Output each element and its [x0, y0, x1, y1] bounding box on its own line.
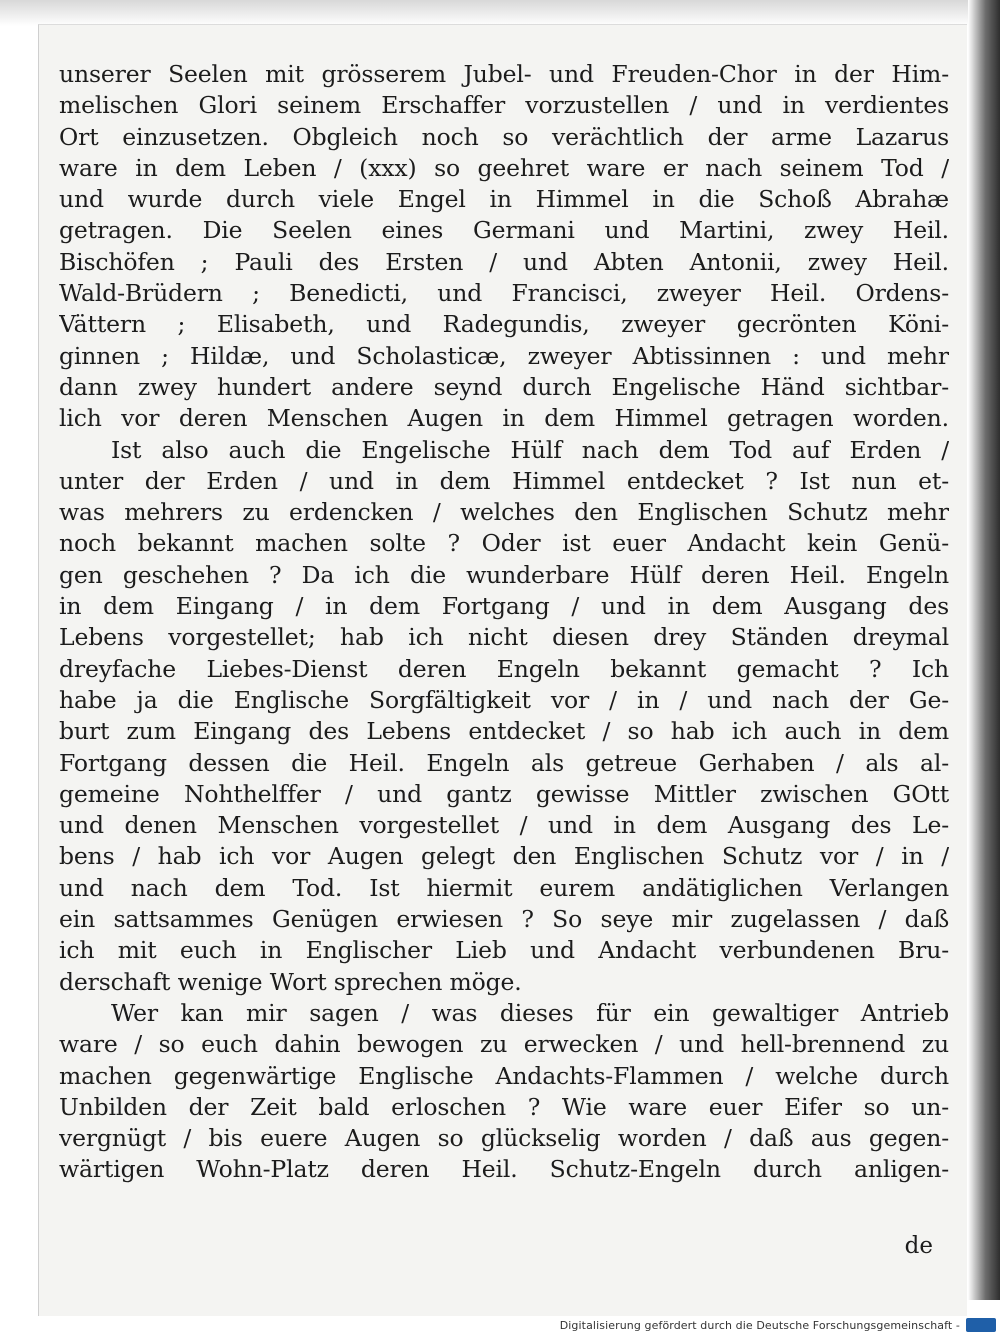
page-binding-shadow	[968, 0, 1000, 1300]
text-line: und nach dem Tod. Ist hiermit eurem andätiglichen Verlangen	[59, 873, 949, 902]
text-line: Fortgang dessen die Heil. Engeln als getreue Gerhaben / als al-	[59, 748, 949, 777]
text-line: noch bekannt machen solte ? Oder ist euer Andacht kein Genü-	[59, 529, 949, 558]
text-line: wärtigen Wohn-Platz deren Heil. Schutz-Engeln durch anligen-	[59, 1155, 949, 1184]
text-line: habe ja die Englische Sorgfältigkeit vor / in / und nach der Ge-	[59, 685, 949, 714]
text-line: gemeine Nohthelffer / und gantz gewisse Mittler zwischen GOtt	[59, 779, 949, 808]
text-line: und wurde durch viele Engel in Himmel in die Schoß Abrahæ	[59, 185, 949, 214]
text-line: Unbilden der Zeit bald erloschen ? Wie ware euer Eifer so un-	[59, 1092, 949, 1121]
text-line: was mehrers zu erdencken / welches den Englischen Schutz mehr	[59, 498, 949, 527]
text-line: Lebens vorgestellet; hab ich nicht diesen drey Ständen dreymal	[59, 623, 949, 652]
text-line: dann zwey hundert andere seynd durch Engelische Händ sichtbar-	[59, 372, 949, 401]
footer-credit: Digitalisierung gefördert durch die Deutsche Forschungsgemeinschaft -	[559, 1319, 960, 1332]
text-line: getragen. Die Seelen eines Germani und Martini, zwey Heil.	[59, 216, 949, 245]
text-line: Ort einzusetzen. Obgleich noch so verächtlich der arme Lazarus	[59, 122, 949, 151]
text-line: ware / so euch dahin bewogen zu erwecken / und hell-brennend zu	[59, 1030, 949, 1059]
text-line: unter der Erden / und in dem Himmel entdecket ? Ist nun et-	[59, 466, 949, 495]
text-line: ein sattsammes Genügen erwiesen ? So seye mir zugelassen / daß	[59, 905, 949, 934]
page-top-shadow	[0, 0, 1000, 26]
text-line: gen geschehen ? Da ich die wunderbare Hülf deren Heil. Engeln	[59, 560, 949, 589]
catchword: de	[904, 1233, 933, 1259]
footer-bar	[0, 1316, 1000, 1338]
text-line: derschaft wenige Wort sprechen möge.	[59, 967, 522, 996]
dfg-logo-icon	[966, 1318, 996, 1332]
text-line: unserer Seelen mit grösserem Jubel- und Freuden-Chor in der Him-	[59, 60, 949, 88]
text-line: lich vor deren Menschen Augen in dem Himmel getragen worden.	[59, 404, 949, 433]
text-line: Ist also auch die Engelische Hülf nach dem Tod auf Erden /	[111, 435, 949, 464]
text-line: ginnen ; Hildæ, und Scholasticæ, zweyer Abtissinnen : und mehr	[59, 341, 949, 370]
text-line: vergnügt / bis euere Augen so glückselig worden / daß aus gegen-	[59, 1124, 949, 1153]
text-line: Bischöfen ; Pauli des Ersten / und Abten Antonii, zwey Heil.	[59, 247, 949, 276]
text-line: in dem Eingang / in dem Fortgang / und in dem Ausgang des	[59, 592, 949, 621]
text-line: burt zum Eingang des Lebens entdecket / so hab ich auch in dem	[59, 717, 949, 746]
text-line: und denen Menschen vorgestellet / und in dem Ausgang des Le-	[59, 811, 949, 840]
text-line: Vättern ; Elisabeth, und Radegundis, zweyer gecrönten Köni-	[59, 310, 949, 339]
text-line: Wer kan mir sagen / was dieses für ein gewaltiger Antrieb	[111, 998, 949, 1027]
text-line: Wald-Brüdern ; Benedicti, und Francisci, zweyer Heil. Ordens-	[59, 279, 949, 308]
text-line: ich mit euch in Englischer Lieb und Andacht verbundenen Bru-	[59, 936, 949, 965]
text-line: dreyfache Liebes-Dienst deren Engeln bekannt gemacht ? Ich	[59, 654, 949, 683]
text-line: ware in dem Leben / (xxx) so geehret ware er nach seinem Tod /	[59, 153, 949, 182]
text-line: bens / hab ich vor Augen gelegt den Englischen Schutz vor / in /	[59, 842, 949, 871]
text-block	[59, 59, 949, 1186]
book-page	[38, 24, 967, 1317]
text-line: machen gegenwärtige Englische Andachts-Flammen / welche durch	[59, 1061, 949, 1090]
text-line: melischen Glori seinem Erschaffer vorzustellen / und in verdientes	[59, 91, 949, 120]
